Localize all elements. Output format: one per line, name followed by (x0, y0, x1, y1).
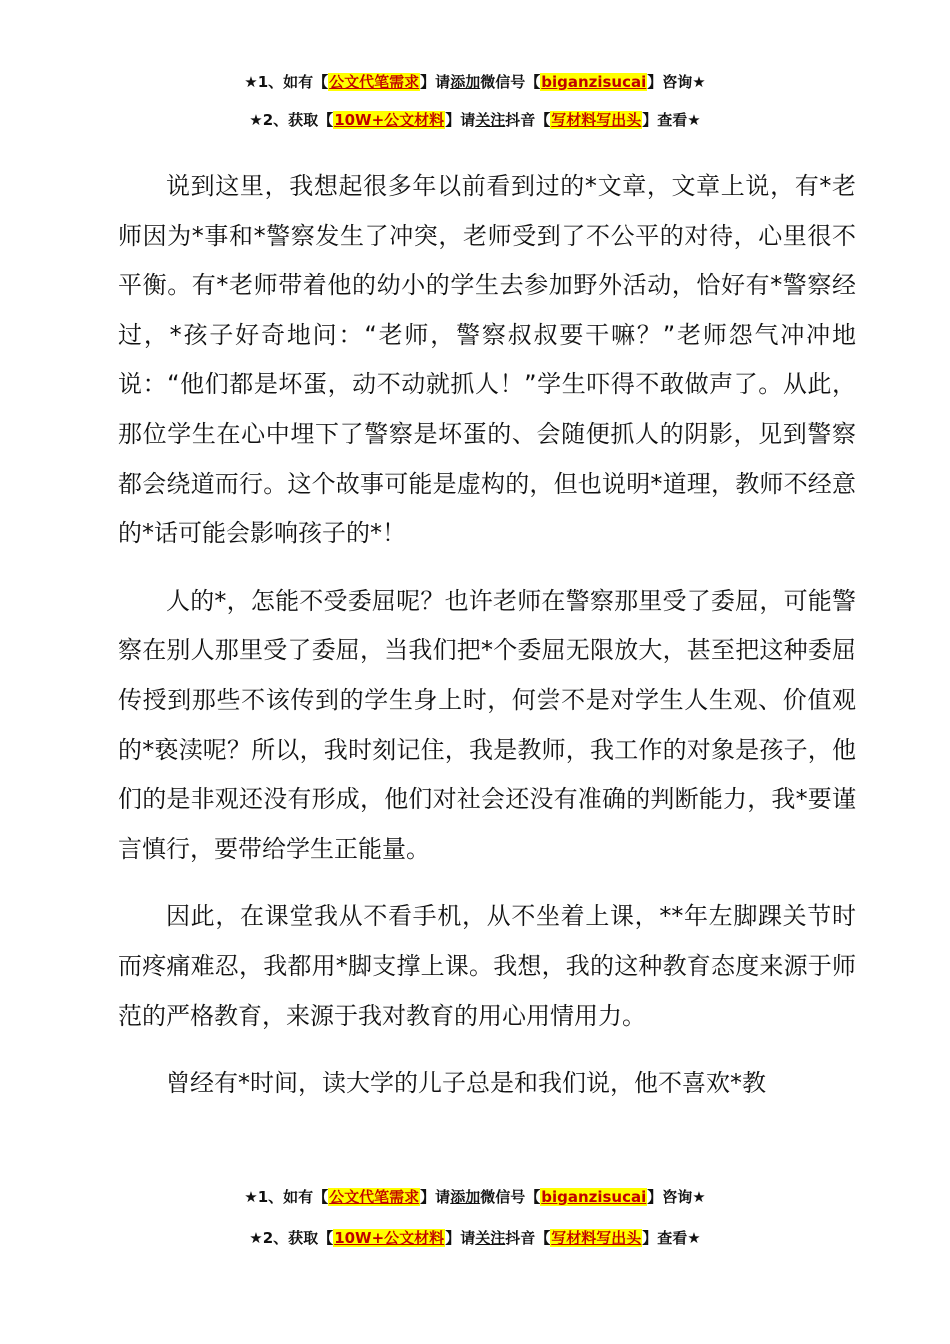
paragraph-2: 人的*，怎能不受委屈呢？也许老师在警察那里受了委屈，可能警察在别人那里受了委屈，当我们把*个委屈无限放大，甚至把这种委屈传授到那些不该传到的学生身上时，何尝不是对学生人生观、价值观的*亵渎呢？所以，我时刻记住，我是教师，我工作的对象是孩子，他们的是非观还没有形成，他们对社会还没有准确的判断能力，我*要谨言慎行，要带给学生正能量。 (118, 586, 856, 863)
service-highlight: 公文代笔需求 (329, 73, 420, 91)
paragraph-1: 说到这里，我想起很多年以前看到过的*文章，文章上说，有*老师因为*事和*警察发生了冲突，老师受到了不公平的对待，心里很不平衡。有*老师带着他的幼小的学生去参加野外活动，恰好有*警察经过，*孩子好奇地问：“老师，警察叔叔要干嘛？”老师怨气冲冲地说：“他们都是坏蛋，动不动就抓人！”学生吓得不敢做声了。从此，那位学生在心中埋下了警察是坏蛋的、会随便抓人的阴影，见到警察都会绕道而行。这个故事可能是虚构的，但也说明*道理，教师不经意的*话可能会影响孩子的*！ (118, 172, 856, 548)
materials-highlight: 10W+公文材料 (334, 111, 445, 129)
document-body (118, 162, 856, 1127)
top-banner-line-2: ★2、获取【10W+公文材料】请关注抖音【写材料写出头】查看★ (249, 111, 701, 129)
douyin-id-highlight: 写材料写出头 (551, 1229, 642, 1247)
wechat-id-highlight: biganzisucai (541, 1188, 647, 1206)
paragraph-3: 因此，在课堂我从不看手机，从不坐着上课，**年左脚踝关节时而疼痛难忍，我都用*脚支撑上课。我想，我的这种教育态度来源于师范的严格教育，来源于我对教育的用心用情用力。 (118, 902, 856, 1030)
top-banner-line-1: ★1、如有【公文代笔需求】请添加微信号【biganzisucai】咨询★ (244, 73, 706, 91)
douyin-id-highlight: 写材料写出头 (551, 111, 642, 129)
bottom-banner-line-2: ★2、获取【10W+公文材料】请关注抖音【写材料写出头】查看★ (249, 1229, 701, 1247)
service-highlight: 公文代笔需求 (329, 1188, 420, 1206)
bottom-banner-line-1: ★1、如有【公文代笔需求】请添加微信号【biganzisucai】咨询★ (244, 1188, 706, 1206)
wechat-id-highlight: biganzisucai (541, 73, 647, 91)
materials-highlight: 10W+公文材料 (334, 1229, 445, 1247)
paragraph-4: 曾经有*时间，读大学的儿子总是和我们说，他不喜欢*教 (166, 1069, 766, 1098)
